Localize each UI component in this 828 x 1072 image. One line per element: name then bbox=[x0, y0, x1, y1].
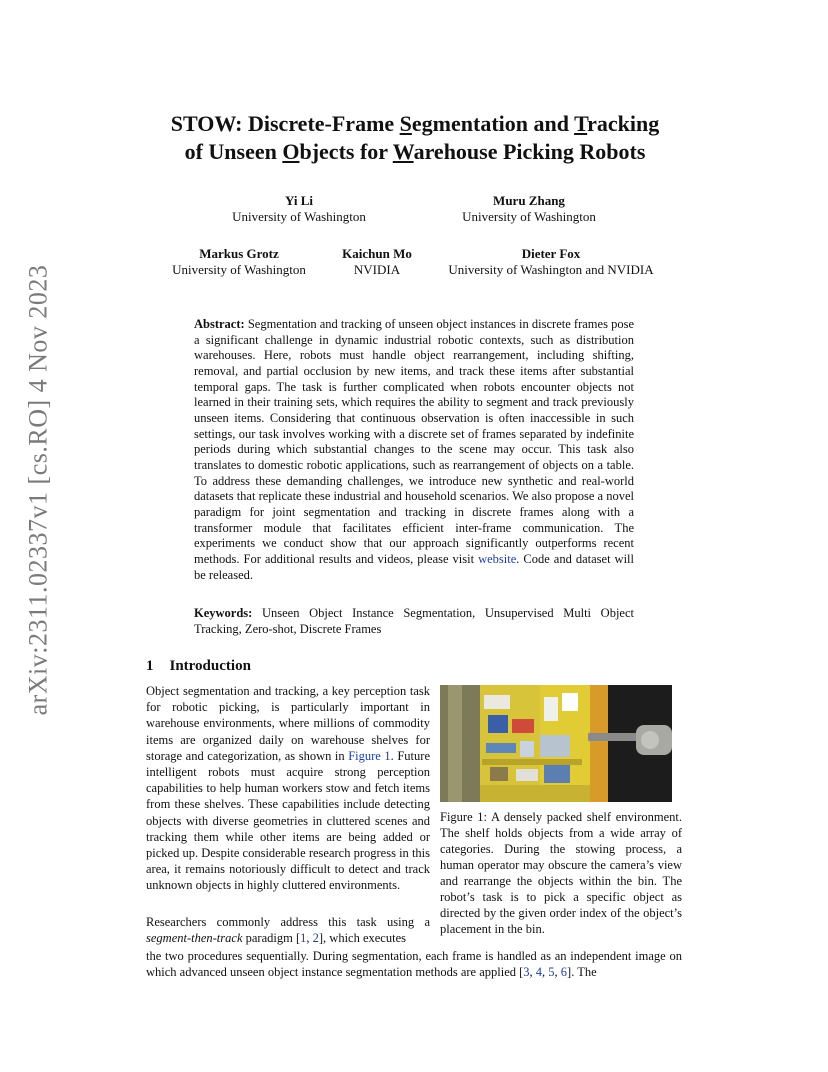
author-block bbox=[327, 246, 427, 278]
abstract-label: Abstract: bbox=[194, 317, 245, 331]
title-text: egmentation and bbox=[411, 111, 575, 136]
paragraph-text: , bbox=[306, 931, 313, 946]
paragraph-text: ], which executes bbox=[318, 931, 406, 946]
author-name: Dieter Fox bbox=[521, 246, 581, 261]
author-affiliation: University of Washington bbox=[462, 209, 596, 224]
intro-paragraph-2-continued bbox=[146, 948, 682, 981]
abstract-text: Segmentation and tracking of unseen object instances in discrete frames pose a significant challenge in dynamic industrial robotic contexts, such as distribution warehouses. Here, robots must handle object rearrangement, including shifting, removal, and partial occlusion by new items, and track these items after substantial temporal gaps. The task is further complicated when robots encounter objects not learned in their training sets, which requires the ability to segment and track previously unseen items. Considering that continuous observation is often inaccessible in such settings, our task involves working with a discrete set of frames separated by indefinite periods during which substantial changes to the scene may occur. This task also translates to domestic robotic applications, such as rearrangement of objects on a table. To address these demanding challenges, we introduce new synthetic and real-world datasets that replicate these industrial and household scenarios. We also propose a novel paradigm for joint segmentation and tracking in discrete frames along with a transformer module that facilitates efficient inter-frame communication. The experiments we conduct show that our approach significantly outperforms recent methods. For additional results and videos, please visit bbox=[194, 317, 634, 566]
title-text: arehouse Picking Robots bbox=[413, 139, 646, 164]
author-name: Yi Li bbox=[284, 193, 314, 208]
citation-link[interactable]: 6 bbox=[560, 965, 568, 980]
arxiv-id-text: arXiv:2311.02337v1 [cs.RO] 4 Nov 2023 bbox=[23, 264, 53, 716]
section-title: Introduction bbox=[169, 658, 251, 674]
keywords-text: Unseen Object Instance Segmentation, Unsupervised Multi Object Tracking, Zero-shot, Discrete Frames bbox=[194, 606, 634, 636]
author-block bbox=[429, 193, 629, 225]
paragraph-text: , bbox=[554, 965, 561, 980]
title-text: W bbox=[392, 139, 414, 164]
citation-link[interactable]: 4 bbox=[535, 965, 543, 980]
title-line-1 bbox=[130, 110, 700, 138]
figure-1-image bbox=[440, 685, 672, 802]
author-block bbox=[436, 246, 666, 278]
author-block bbox=[199, 193, 399, 225]
paragraph-text: the two procedures sequentially. During segmentation, each frame is handled as an independent image on which advanced unseen object instance segmentation methods are applied [ bbox=[146, 949, 682, 980]
intro-paragraph-1 bbox=[146, 683, 430, 894]
emphasis-text: segment-then-track bbox=[146, 931, 243, 946]
title-text: bjects for bbox=[299, 139, 393, 164]
paper-title bbox=[130, 110, 700, 166]
figure-1-link[interactable]: Figure 1 bbox=[348, 748, 391, 763]
title-text: O bbox=[282, 139, 300, 164]
title-text: S bbox=[399, 111, 412, 136]
citation-link[interactable]: 3 bbox=[523, 965, 530, 980]
citation-link[interactable]: 5 bbox=[548, 965, 555, 980]
title-text: T bbox=[574, 111, 588, 136]
author-affiliation: University of Washington bbox=[172, 262, 306, 277]
section-heading bbox=[146, 658, 251, 675]
website-link[interactable]: website bbox=[478, 551, 517, 566]
title-text: racking bbox=[587, 111, 660, 136]
figure-1-caption: Figure 1: A densely packed shelf environment. The shelf holds objects from a wide array of categories. During the stowing process, a human operator may obscure the camera’s view and rearrange the objects within the bin. The robot’s task is to pick a specific object as directed by the given order index of the object’s placement in the bin. bbox=[440, 810, 682, 936]
title-text: of Unseen bbox=[184, 139, 283, 164]
abstract bbox=[194, 317, 634, 583]
keywords-label: Keywords: bbox=[194, 606, 253, 620]
paragraph-text: , bbox=[542, 965, 549, 980]
paragraph-text: . Future intelligent robots must acquire strong perception capabilities to help human workers stow and fetch items from these shelves. These capabilities include detecting objects with diverse geometries in cluttered scenes and tracking them while other items are being added or picked up. Despite considerable research progress in this area, it remains notoriously difficult to detect and track unknown objects in highly cluttered environments. bbox=[146, 748, 430, 893]
abstract-text-end: . Code and dataset will be released. bbox=[194, 551, 634, 582]
title-line-2 bbox=[130, 138, 700, 166]
author-name: Kaichun Mo bbox=[342, 246, 412, 261]
paragraph-text: paradigm [ bbox=[242, 931, 301, 946]
shelf-photo bbox=[440, 685, 672, 802]
author-name: Markus Grotz bbox=[199, 246, 279, 261]
citation-link[interactable]: 2 bbox=[312, 931, 319, 946]
paragraph-text: ]. The bbox=[567, 965, 597, 980]
paragraph-text: Object segmentation and tracking, a key perception task for robotic picking, is particularly important in warehouse environments, where millions of commodity items are organized daily on warehouse shelves for storage and categorization, as shown in bbox=[146, 684, 430, 763]
paragraph-text: Researchers commonly address this task using a bbox=[146, 915, 430, 929]
title-text: STOW: Discrete-Frame bbox=[170, 111, 400, 136]
author-affiliation: NVIDIA bbox=[353, 262, 401, 277]
intro-paragraph-2 bbox=[146, 914, 430, 946]
section-number: 1 bbox=[146, 658, 154, 674]
arxiv-identifier bbox=[20, 230, 56, 750]
author-affiliation: University of Washington bbox=[232, 209, 366, 224]
paragraph-text: , bbox=[529, 965, 536, 980]
citation-link[interactable]: 1 bbox=[300, 931, 307, 946]
keywords bbox=[194, 605, 634, 637]
author-block bbox=[159, 246, 319, 278]
author-name: Muru Zhang bbox=[493, 193, 565, 208]
author-affiliation: University of Washington and NVIDIA bbox=[448, 262, 654, 277]
